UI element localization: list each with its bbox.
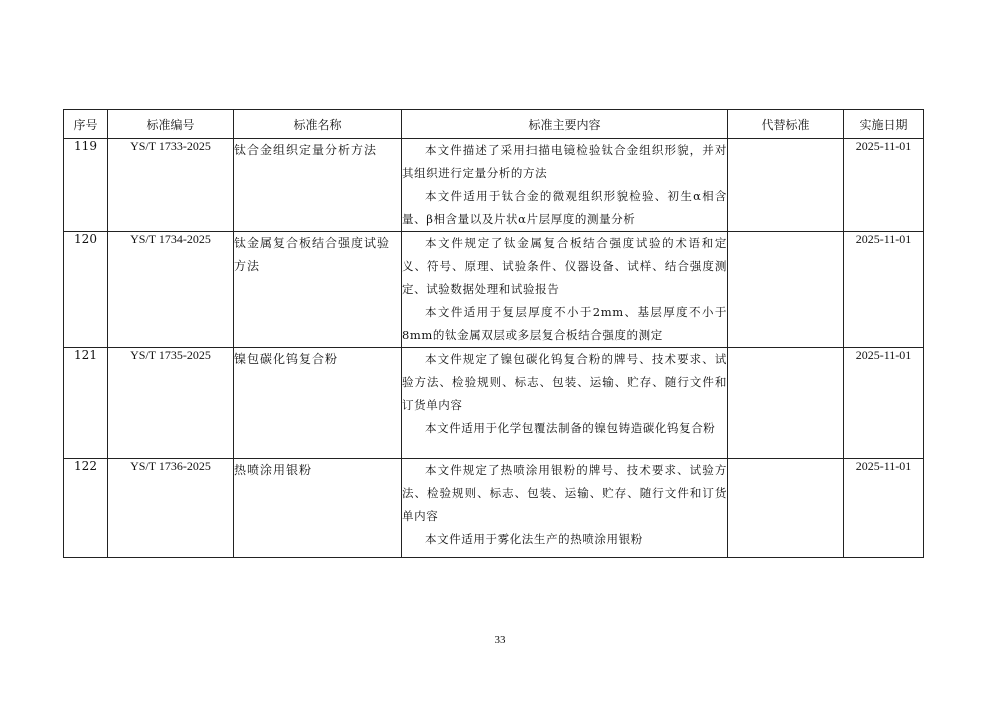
table-row — [64, 232, 924, 348]
row-main-content — [402, 139, 728, 232]
content-paragraph: 本文件适用于钛合金的微观组织形貌检验、初生α相含量、β相含量以及片状α片层厚度的测量分析 — [402, 189, 727, 226]
row-effective-date: 2025-11-01 — [844, 232, 924, 348]
row-serial: 121 — [64, 348, 108, 459]
header-main-content: 标准主要内容 — [402, 110, 728, 139]
header-standard-code: 标准编号 — [108, 110, 234, 139]
content-paragraph: 本文件适用于复层厚度不小于2mm、基层厚度不小于8mm的钛金属双层或多层复合板结合强度的测定 — [402, 305, 727, 342]
row-standard-name: 钛合金组织定量分析方法 — [234, 139, 402, 232]
header-serial: 序号 — [64, 110, 108, 139]
table-header-row — [64, 110, 924, 139]
row-standard-name: 钛金属复合板结合强度试验方法 — [234, 232, 402, 348]
table-row — [64, 348, 924, 459]
row-serial: 120 — [64, 232, 108, 348]
header-replaces: 代替标准 — [728, 110, 844, 139]
content-paragraph: 本文件规定了热喷涂用银粉的牌号、技术要求、试验方法、检验规则、标志、包装、运输、贮存、随行文件和订货单内容 — [402, 463, 727, 523]
content-paragraph: 本文件规定了镍包碳化钨复合粉的牌号、技术要求、试验方法、检验规则、标志、包装、运输、贮存、随行文件和订货单内容 — [402, 352, 727, 412]
standards-table — [63, 109, 924, 558]
page-number: 33 — [494, 634, 506, 646]
row-standard-code: YS/T 1735-2025 — [108, 348, 234, 459]
header-standard-name: 标准名称 — [234, 110, 402, 139]
row-standard-name: 镍包碳化钨复合粉 — [234, 348, 402, 459]
content-paragraph: 本文件适用于雾化法生产的热喷涂用银粉 — [425, 532, 643, 546]
content-paragraph: 本文件规定了钛金属复合板结合强度试验的术语和定义、符号、原理、试验条件、仪器设备、试样、结合强度测定、试验数据处理和试验报告 — [402, 236, 727, 296]
table-row — [64, 139, 924, 232]
row-standard-name: 热喷涂用银粉 — [234, 459, 402, 558]
row-effective-date: 2025-11-01 — [844, 348, 924, 459]
row-main-content — [402, 348, 728, 459]
row-standard-code: YS/T 1734-2025 — [108, 232, 234, 348]
row-replaces — [728, 232, 844, 348]
row-main-content — [402, 459, 728, 558]
row-effective-date: 2025-11-01 — [844, 459, 924, 558]
header-effective-date: 实施日期 — [844, 110, 924, 139]
table-row — [64, 459, 924, 558]
content-paragraph: 本文件描述了采用扫描电镜检验钛合金组织形貌，并对其组织进行定量分析的方法 — [402, 143, 727, 180]
row-replaces — [728, 139, 844, 232]
row-serial: 119 — [64, 139, 108, 232]
row-standard-code: YS/T 1733-2025 — [108, 139, 234, 232]
row-replaces — [728, 459, 844, 558]
content-paragraph: 本文件适用于化学包覆法制备的镍包铸造碳化钨复合粉 — [425, 421, 716, 435]
row-effective-date: 2025-11-01 — [844, 139, 924, 232]
row-main-content — [402, 232, 728, 348]
row-serial: 122 — [64, 459, 108, 558]
row-standard-code: YS/T 1736-2025 — [108, 459, 234, 558]
row-replaces — [728, 348, 844, 459]
